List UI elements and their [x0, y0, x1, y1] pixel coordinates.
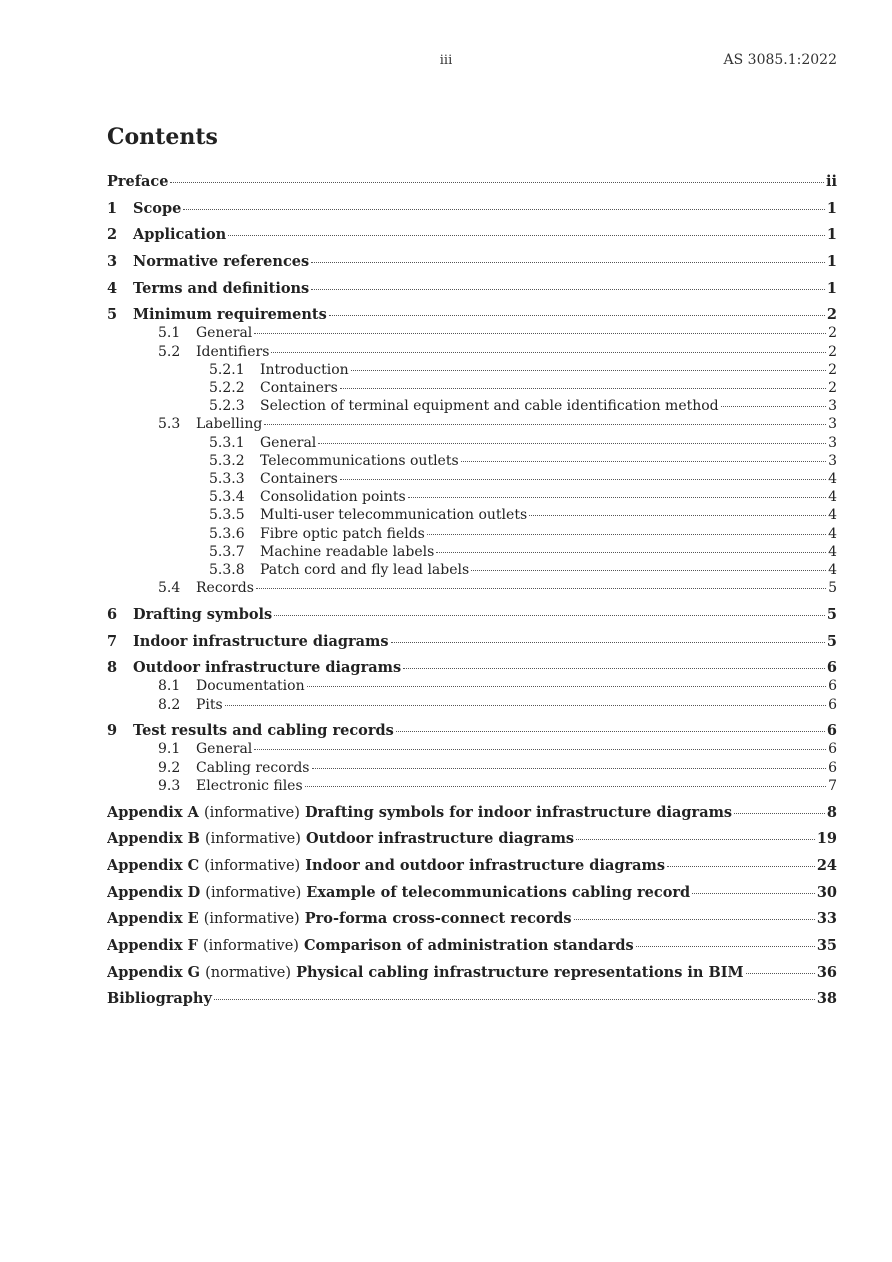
toc-entry-page: 24 — [816, 857, 837, 874]
toc-entry-number: 9.1 — [158, 741, 181, 758]
table-of-contents — [107, 173, 837, 1008]
toc-entry-label: Consolidation points — [260, 489, 406, 506]
toc-entry-number: 1 — [107, 199, 118, 217]
toc-entry-label: Documentation — [196, 678, 305, 695]
dot-leader — [667, 865, 815, 867]
toc-entry-label: Patch cord and fly lead labels — [260, 561, 470, 578]
toc-entry[interactable] — [107, 777, 837, 795]
dot-leader — [312, 767, 827, 769]
toc-entry-number: 5.2 — [158, 343, 181, 360]
toc-entry-label: Terms and definitions — [133, 279, 310, 297]
toc-entry-page: 38 — [816, 990, 837, 1008]
dot-leader — [396, 730, 825, 732]
toc-entry-page: 2 — [828, 325, 837, 342]
toc-entry-page: 3 — [828, 434, 837, 451]
dot-leader — [461, 460, 826, 462]
toc-entry-label: Cabling records — [196, 759, 310, 776]
dot-leader — [391, 641, 825, 643]
toc-entry[interactable] — [107, 415, 837, 433]
toc-entry[interactable] — [107, 488, 837, 506]
toc-entry-number: 8.1 — [158, 678, 181, 695]
toc-entry-page: 5 — [826, 605, 837, 623]
appendix-type: (informative) — [203, 804, 300, 821]
appendix-type: (informative) — [204, 858, 301, 874]
toc-entry-page: 33 — [816, 910, 837, 928]
appendix-designation: Appendix D — [107, 883, 201, 901]
appendix-designation: Appendix B — [107, 830, 200, 848]
dot-leader — [305, 785, 826, 787]
dot-leader — [274, 614, 825, 616]
toc-entry-label: Scope — [133, 199, 182, 217]
toc-entry-number: 6 — [107, 605, 118, 623]
dot-leader — [436, 551, 826, 553]
toc-entry-page: ii — [825, 173, 837, 190]
dot-leader — [311, 288, 825, 290]
toc-entry[interactable] — [107, 830, 837, 848]
toc-entry-number: 9.3 — [158, 777, 181, 794]
toc-entry-page: 7 — [828, 777, 837, 794]
appendix-title: Example of telecommunications cabling record — [306, 883, 691, 901]
toc-entry-label: Drafting symbols — [133, 605, 273, 623]
toc-entry-page: 1 — [826, 279, 837, 297]
toc-entry-page: 2 — [828, 380, 837, 396]
toc-entry-label: Records — [196, 580, 254, 597]
toc-entry-label: General — [196, 741, 253, 758]
dot-leader — [471, 569, 826, 571]
appendix-title: Drafting symbols for indoor infrastructure diagrams — [304, 803, 733, 821]
appendix-type: (informative) — [203, 911, 300, 928]
toc-entry-label: General — [260, 434, 317, 451]
toc-entry-label: Containers — [260, 380, 338, 396]
toc-entry-label: Identifiers — [196, 343, 270, 360]
toc-entry[interactable] — [107, 606, 837, 624]
toc-entry-number: 5.3.5 — [209, 507, 245, 524]
toc-entry-number: 5.3 — [158, 416, 181, 433]
toc-entry-label — [107, 804, 732, 822]
toc-entry[interactable] — [107, 740, 837, 758]
dot-leader — [340, 387, 826, 389]
toc-entry-page: 3 — [828, 416, 837, 433]
toc-entry-number: 5.2.1 — [209, 361, 245, 378]
appendix-title: Pro-forma cross-connect records — [304, 910, 572, 928]
dot-leader — [403, 667, 825, 669]
toc-entry-page: 4 — [828, 525, 837, 542]
toc-entry[interactable] — [107, 910, 837, 928]
toc-entry[interactable] — [107, 324, 837, 342]
toc-entry-page: 6 — [828, 741, 837, 758]
toc-entry-number: 5.1 — [158, 325, 181, 342]
toc-entry-label: Selection of terminal equipment and cable identification method — [260, 398, 719, 415]
dot-leader — [574, 918, 815, 920]
toc-entry-page: 5 — [826, 632, 837, 650]
appendix-designation: Appendix C — [107, 857, 200, 874]
toc-entry-page: 8 — [826, 803, 837, 821]
toc-entry[interactable] — [107, 677, 837, 695]
dot-leader — [225, 704, 826, 706]
toc-entry-label: Preface — [107, 173, 169, 190]
toc-entry-label: Minimum requirements — [133, 306, 327, 324]
toc-entry-number: 5.2.3 — [209, 398, 245, 415]
dot-leader — [254, 332, 826, 334]
toc-entry-number: 5.3.2 — [209, 452, 245, 469]
appendix-title: Comparison of administration standards — [304, 937, 634, 955]
toc-entry[interactable] — [107, 280, 837, 298]
toc-entry[interactable] — [107, 937, 837, 955]
toc-entry-label: Multi-user telecommunication outlets — [260, 507, 528, 524]
dot-leader — [329, 314, 825, 316]
toc-entry[interactable] — [107, 506, 837, 524]
dot-leader — [271, 351, 826, 353]
dot-leader — [307, 685, 826, 687]
dot-leader — [183, 208, 825, 210]
standard-identifier: AS 3085.1:2022 — [723, 52, 837, 68]
toc-entry-label: Fibre optic patch fields — [260, 525, 425, 542]
toc-entry[interactable] — [107, 990, 837, 1008]
toc-entry-number: 5.3.3 — [209, 470, 245, 487]
toc-entry-label: Pits — [196, 696, 223, 713]
toc-entry-page: 2 — [828, 343, 837, 360]
toc-entry[interactable] — [107, 452, 837, 470]
toc-entry-page: 30 — [816, 883, 837, 901]
appendix-type: (informative) — [205, 884, 302, 901]
toc-entry-number: 8.2 — [158, 696, 181, 713]
toc-entry[interactable] — [107, 525, 837, 543]
toc-entry[interactable] — [107, 200, 837, 218]
toc-entry[interactable] — [107, 434, 837, 452]
toc-entry-label: Machine readable labels — [260, 543, 435, 560]
dot-leader — [340, 478, 826, 480]
page-number: iii — [439, 53, 453, 68]
dot-leader — [228, 234, 825, 236]
toc-entry-page: 6 — [828, 696, 837, 713]
toc-entry[interactable] — [107, 470, 837, 488]
toc-entry-page: 36 — [816, 963, 837, 981]
dot-leader — [408, 496, 826, 498]
dot-leader — [264, 423, 826, 425]
toc-entry-page: 5 — [828, 580, 837, 597]
appendix-title: Indoor and outdoor infrastructure diagrams — [305, 857, 666, 874]
toc-entry[interactable] — [107, 964, 837, 982]
dot-leader — [170, 181, 824, 183]
dot-leader — [746, 972, 815, 974]
toc-entry-number: 5.3.1 — [209, 434, 245, 451]
toc-entry[interactable] — [107, 543, 837, 561]
toc-entry-page: 3 — [828, 398, 837, 415]
dot-leader — [576, 838, 815, 840]
toc-entry-label: Telecommunications outlets — [260, 452, 459, 469]
appendix-designation: Appendix A — [107, 803, 199, 821]
toc-entry-number: 5.4 — [158, 580, 181, 597]
toc-entry-label: Electronic files — [196, 777, 303, 794]
dot-leader — [318, 442, 826, 444]
toc-entry-number: 3 — [107, 253, 118, 271]
toc-entry-label: Introduction — [260, 361, 349, 378]
toc-entry-page: 6 — [828, 678, 837, 695]
toc-entry[interactable] — [107, 561, 837, 579]
toc-entry[interactable] — [107, 306, 837, 324]
dot-leader — [427, 533, 826, 535]
appendix-title: Outdoor infrastructure diagrams — [305, 830, 575, 848]
toc-entry-label: Labelling — [196, 416, 263, 433]
toc-entry[interactable] — [107, 226, 837, 244]
dot-leader — [351, 369, 826, 371]
toc-entry-page: 35 — [816, 937, 837, 955]
toc-entry[interactable] — [107, 804, 837, 822]
toc-entry-number: 7 — [107, 632, 118, 650]
toc-entry-number: 9.2 — [158, 759, 181, 776]
appendix-type: (informative) — [204, 831, 301, 848]
toc-entry-page: 6 — [826, 659, 837, 677]
toc-entry-number: 5 — [107, 306, 118, 324]
toc-entry-label — [107, 910, 572, 928]
appendix-type: (informative) — [203, 938, 299, 955]
toc-entry-label — [107, 857, 665, 875]
toc-entry-number: 5.3.6 — [209, 525, 245, 542]
toc-entry-label — [107, 964, 744, 982]
toc-entry-number: 5.3.4 — [209, 489, 245, 506]
toc-entry[interactable] — [107, 759, 837, 777]
toc-entry-number: 4 — [107, 279, 118, 297]
toc-entry[interactable] — [107, 722, 837, 740]
appendix-designation: Appendix G — [107, 963, 201, 981]
toc-entry-number: 8 — [107, 659, 118, 677]
toc-entry[interactable] — [107, 343, 837, 361]
toc-entry-page: 4 — [828, 507, 837, 524]
toc-entry-page: 6 — [828, 759, 837, 776]
toc-entry-page: 4 — [828, 489, 837, 506]
dot-leader — [636, 945, 815, 947]
toc-entry-page: 4 — [828, 561, 837, 578]
toc-entry-page: 4 — [828, 470, 837, 487]
toc-entry[interactable] — [107, 397, 837, 415]
toc-entry-page: 3 — [828, 452, 837, 469]
toc-entry[interactable] — [107, 253, 837, 271]
toc-entry-page: 1 — [826, 253, 837, 271]
toc-entry[interactable] — [107, 579, 837, 597]
toc-entry-label: Test results and cabling records — [133, 722, 394, 740]
toc-entry-label: Bibliography — [107, 990, 212, 1008]
toc-entry[interactable] — [107, 696, 837, 714]
toc-entry-number: 2 — [107, 226, 118, 244]
dot-leader — [734, 812, 825, 814]
appendix-type: (normative) — [205, 964, 292, 981]
page-title: Contents — [107, 124, 218, 150]
toc-entry[interactable] — [107, 659, 837, 677]
toc-entry[interactable] — [107, 361, 837, 379]
toc-entry-number: 5.2.2 — [209, 380, 245, 396]
toc-entry-page: 6 — [826, 722, 837, 740]
dot-leader — [721, 405, 826, 407]
toc-entry-page: 19 — [816, 830, 837, 848]
toc-entry-number: 9 — [107, 722, 118, 740]
dot-leader — [256, 587, 826, 589]
toc-entry-label: Indoor infrastructure diagrams — [133, 632, 389, 650]
dot-leader — [214, 998, 815, 1000]
toc-entry-page: 1 — [826, 226, 837, 244]
toc-entry[interactable] — [107, 633, 837, 651]
toc-entry-page: 1 — [826, 199, 837, 217]
appendix-designation: Appendix E — [107, 910, 199, 928]
dot-leader — [254, 748, 826, 750]
toc-entry-page: 4 — [828, 543, 837, 560]
toc-entry[interactable] — [107, 173, 837, 191]
toc-entry-label: Outdoor infrastructure diagrams — [133, 659, 402, 677]
toc-entry-label — [107, 884, 690, 902]
toc-entry-page: 2 — [828, 361, 837, 378]
toc-entry-label: Normative references — [133, 253, 310, 271]
dot-leader — [311, 261, 825, 263]
toc-entry-label: Containers — [260, 470, 338, 487]
dot-leader — [529, 514, 826, 516]
toc-entry-number: 5.3.7 — [209, 543, 245, 560]
toc-entry-label — [107, 937, 634, 955]
toc-entry-number: 5.3.8 — [209, 561, 245, 578]
toc-entry[interactable] — [107, 857, 837, 875]
toc-entry[interactable] — [107, 379, 837, 397]
toc-entry-label: General — [196, 325, 253, 342]
appendix-designation: Appendix F — [107, 937, 198, 955]
appendix-title: Physical cabling infrastructure representations in BIM — [296, 963, 744, 981]
toc-entry[interactable] — [107, 884, 837, 902]
toc-entry-label: Application — [133, 226, 227, 244]
dot-leader — [692, 892, 815, 894]
toc-entry-page: 2 — [826, 306, 837, 324]
toc-entry-label — [107, 830, 574, 848]
